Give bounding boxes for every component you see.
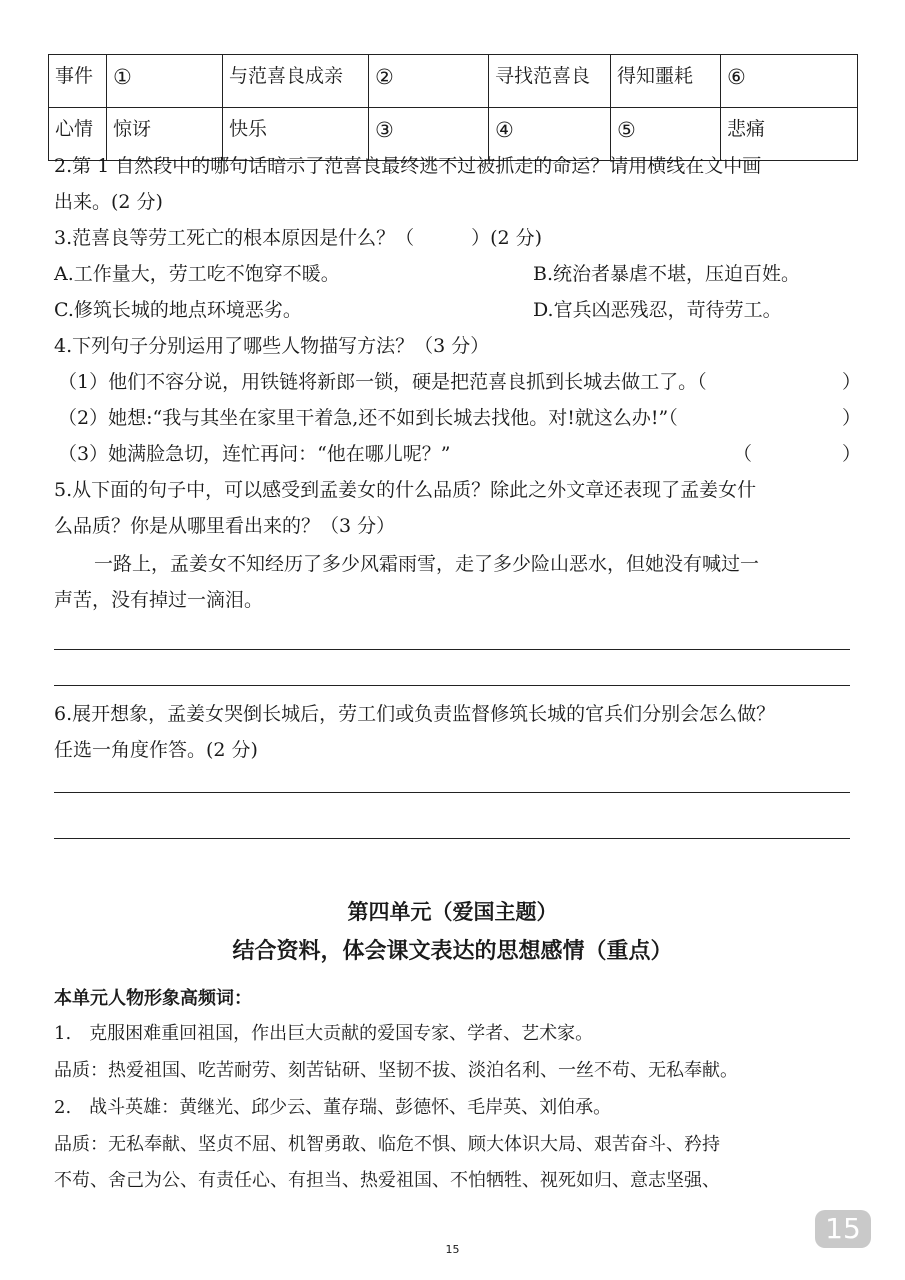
question-6-line1: 6.展开想象，孟姜女哭倒长城后，劳工们或负责监督修筑长城的官兵们分别会怎么做？ [54, 703, 776, 725]
table-cell[interactable]: ③ [369, 108, 489, 161]
table-cell: 惊讶 [107, 108, 223, 161]
answer-line[interactable] [54, 649, 850, 650]
page-badge: 15 [815, 1210, 871, 1248]
table-cell[interactable]: ⑤ [611, 108, 721, 161]
question-5-line2: 么品质？你是从哪里看出来的？（3 分） [54, 515, 396, 537]
unit-subtitle: 结合资料，体会课文表达的思想感情（重点） [232, 939, 673, 964]
option-c[interactable]: C.修筑长城的地点环境恶劣。 [54, 299, 302, 321]
question-4-stem: 4.下列句子分别运用了哪些人物描写方法？（3 分） [54, 335, 490, 357]
keywords-line-1: 1. 克服困难重回祖国，作出巨大贡献的爱国专家、学者、艺术家。 [54, 1023, 594, 1044]
table-cell: 得知噩耗 [611, 55, 721, 108]
keywords-line-5: 不苟、舍己为公、有责任心、有担当、热爱祖国、不怕牺牲、视死如归、意志坚强、 [54, 1170, 720, 1191]
table-cell: 与范喜良成亲 [223, 55, 369, 108]
row-label-mood: 心情 [49, 108, 107, 161]
question-5-line1: 5.从下面的句子中，可以感受到孟姜女的什么品质？除此之外文章还表现了孟姜女什 [54, 479, 757, 501]
table-cell[interactable]: ① [107, 55, 223, 108]
table-cell[interactable]: ⑥ [721, 55, 858, 108]
table-row [49, 108, 858, 161]
quote-line1: 一路上，孟姜女不知经历了多少风霜雨雪，走了多少险山恶水，但她没有喊过一 [94, 553, 760, 575]
table-row [49, 55, 858, 108]
option-d[interactable]: D.官兵凶恶残忍，苛待劳工。 [533, 299, 782, 321]
question-4-item-3: （3）她满脸急切，连忙再问：“他在哪儿呢？” [58, 443, 451, 465]
answer-line[interactable] [54, 838, 850, 839]
keywords-line-2: 品质：热爱祖国、吃苦耐劳、刻苦钻研、坚韧不拔、淡泊名利、一丝不苟、无私奉献。 [54, 1060, 738, 1081]
question-2-line1: 2.第 1 自然段中的哪句话暗示了范喜良最终逃不过被抓走的命运？请用横线在文中画 [54, 155, 762, 177]
answer-paren-close: ） [842, 371, 862, 393]
question-2-line2: 出来。(2 分) [54, 191, 163, 213]
answer-paren-open: （ [733, 443, 753, 465]
question-6-line2: 任选一角度作答。(2 分) [54, 739, 258, 761]
option-b[interactable]: B.统治者暴虐不堪，压迫百姓。 [533, 263, 801, 285]
answer-paren-close: ） [842, 407, 862, 429]
table-cell: 快乐 [223, 108, 369, 161]
question-3-stem: 3.范喜良等劳工死亡的根本原因是什么？（ ）(2 分) [54, 227, 543, 249]
events-mood-table [48, 54, 858, 161]
table-cell: 寻找范喜良 [489, 55, 611, 108]
quote-line2: 声苦，没有掉过一滴泪。 [54, 589, 264, 611]
table-cell[interactable]: ② [369, 55, 489, 108]
table-cell: 悲痛 [721, 108, 858, 161]
keywords-line-4: 品质：无私奉献、坚贞不屈、机智勇敢、临危不惧、顾大体识大局、艰苦奋斗、矜持 [54, 1134, 720, 1155]
answer-line[interactable] [54, 685, 850, 686]
row-label-events: 事件 [49, 55, 107, 108]
answer-line[interactable] [54, 792, 850, 793]
question-4-item-2: （2）她想:“我与其坐在家里干着急,还不如到长城去找他。对!就这么办!”（ [58, 407, 678, 429]
question-4-item-1: （1）他们不容分说，用铁链将新郎一锁，硬是把范喜良抓到长城去做工了。（ [58, 371, 707, 393]
keywords-line-3: 2. 战斗英雄：黄继光、邱少云、董存瑞、彭德怀、毛岸英、刘伯承。 [54, 1097, 612, 1118]
table-cell[interactable]: ④ [489, 108, 611, 161]
answer-paren-close: ） [842, 443, 862, 465]
unit-title: 第四单元（爱国主题） [347, 900, 558, 924]
option-a[interactable]: A.工作量大，劳工吃不饱穿不暖。 [54, 263, 340, 285]
page-number: 15 [445, 1243, 460, 1256]
keywords-heading: 本单元人物形象高频词： [54, 988, 252, 1009]
